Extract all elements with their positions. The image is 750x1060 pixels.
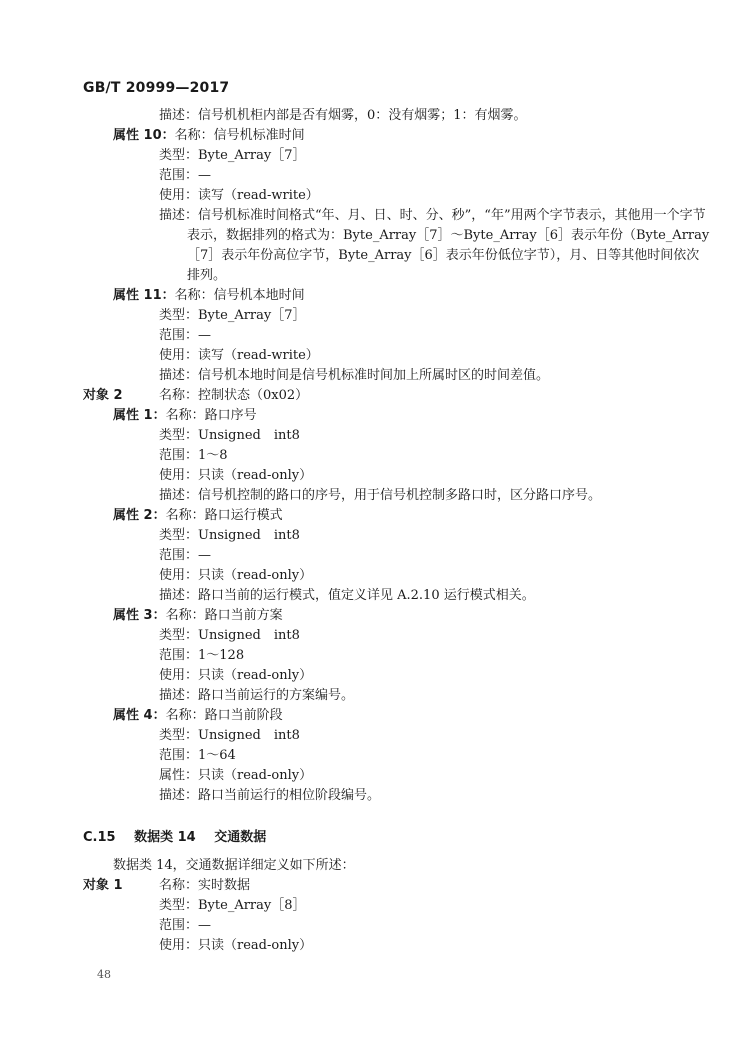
line-text: 使用：只读（read-only） [159, 938, 313, 953]
text-line [159, 526, 300, 546]
text-line [83, 876, 250, 896]
text-line [159, 626, 300, 646]
line-text: 范围：— [159, 328, 212, 343]
text-line [159, 366, 549, 386]
item-label: 属性 10： [113, 128, 175, 143]
text-line [159, 106, 527, 126]
text-line [159, 166, 211, 186]
item-label: 属性 3： [113, 608, 166, 623]
text-line [159, 666, 312, 686]
line-text: 名称：信号机本地时间 [174, 288, 305, 303]
text-line [159, 446, 228, 466]
line-text: 使用：只读（read-only） [159, 468, 313, 483]
text-line [83, 386, 308, 406]
line-text: 描述：信号机机柜内部是否有烟雾，0：没有烟雾；1：有烟雾。 [159, 108, 527, 123]
text-line [187, 226, 709, 246]
text-line [159, 566, 312, 586]
line-text: 范围：1～8 [159, 448, 228, 463]
text-line [113, 286, 305, 306]
line-text: 范围：1～128 [159, 648, 245, 663]
text-line [159, 466, 312, 486]
item-label: 属性 11： [113, 288, 175, 303]
text-line [159, 586, 535, 606]
section-name: 数据类 14 [134, 830, 196, 845]
line-text: 类型：Byte_Array［7］ [159, 148, 306, 163]
text-line [113, 856, 355, 876]
text-line [159, 146, 306, 166]
text-line [159, 206, 706, 226]
section-title: 交通数据 [214, 830, 267, 845]
line-text: 名称：实时数据 [159, 878, 251, 893]
item-label: 对象 2 [83, 388, 123, 403]
line-text: 描述：信号机标准时间格式“年、月、日、时、分、秒”，“年”用两个字节表示，其他用一个字节 [159, 208, 706, 223]
text-line [159, 916, 211, 936]
line-text: 名称：路口当前方案 [165, 608, 283, 623]
line-text: 数据类 14，交通数据详细定义如下所述： [113, 858, 355, 873]
line-text: 名称：信号机标准时间 [174, 128, 305, 143]
text-line [159, 186, 319, 206]
line-text: 名称：路口运行模式 [165, 508, 283, 523]
line-text: 范围：— [159, 548, 212, 563]
line-text: 类型：Unsigned int8 [159, 628, 300, 643]
line-text: 使用：只读（read-only） [159, 568, 313, 583]
text-line [113, 126, 305, 146]
text-line [113, 706, 283, 726]
item-label: 属性 4： [113, 708, 166, 723]
line-text: 描述：信号机本地时间是信号机标准时间加上所属时区的时间差值。 [159, 368, 550, 383]
line-text: 使用：读写（read-write） [159, 188, 319, 203]
text-line [159, 746, 236, 766]
line-text: 类型：Byte_Array［7］ [159, 308, 306, 323]
line-text: 范围：— [159, 918, 212, 933]
line-text: 描述：路口当前运行的方案编号。 [159, 688, 355, 703]
line-text: 表示，数据排列的格式为：Byte_Array［7］～Byte_Array［6］表示年份（Byte_Array [187, 228, 710, 243]
line-text: 范围：— [159, 168, 212, 183]
text-line [159, 326, 211, 346]
item-label: 属性 2： [113, 508, 166, 523]
line-text: 类型：Unsigned int8 [159, 528, 300, 543]
line-text: 描述：路口当前的运行模式，值定义详见 A.2.10 运行模式相关。 [159, 588, 535, 603]
text-line [159, 766, 312, 786]
text-line [159, 546, 211, 566]
text-line [113, 606, 283, 626]
line-text: 名称：路口当前阶段 [165, 708, 283, 723]
item-label: 对象 1 [83, 878, 123, 893]
line-text: ［7］表示年份高位字节，Byte_Array［6］表示年份低位字节），月、日等其他时间依次 [187, 248, 700, 263]
text-line [159, 306, 306, 326]
text-line [113, 506, 283, 526]
line-text: 名称：控制状态（0x02） [159, 388, 309, 403]
text-line [159, 426, 300, 446]
line-text: 使用：读写（read-write） [159, 348, 319, 363]
line-text: 类型：Unsigned int8 [159, 728, 300, 743]
line-text: 排列。 [187, 268, 227, 283]
text-line [187, 246, 699, 266]
text-line [159, 786, 380, 806]
line-text: 属性：只读（read-only） [159, 768, 313, 783]
page-number: 48 [97, 968, 111, 981]
text-line [159, 726, 300, 746]
section-number: C.15 [83, 830, 116, 845]
line-text: 名称：路口序号 [165, 408, 257, 423]
text-line [159, 686, 354, 706]
line-text: 范围：1～64 [159, 748, 236, 763]
line-text: 使用：只读（read-only） [159, 668, 313, 683]
document-id: GB/T 20999—2017 [83, 80, 230, 96]
text-line [187, 266, 226, 286]
line-text: 描述：路口当前运行的相位阶段编号。 [159, 788, 381, 803]
text-line [113, 406, 257, 426]
item-label: 属性 1： [113, 408, 166, 423]
section-heading [83, 826, 280, 845]
line-text: 类型：Unsigned int8 [159, 428, 300, 443]
text-line [159, 936, 312, 956]
text-line [159, 346, 319, 366]
text-line [159, 646, 244, 666]
text-line [159, 896, 306, 916]
text-line [159, 486, 601, 506]
line-text: 类型：Byte_Array［8］ [159, 898, 306, 913]
line-text: 描述：信号机控制的路口的序号，用于信号机控制多路口时，区分路口序号。 [159, 488, 602, 503]
